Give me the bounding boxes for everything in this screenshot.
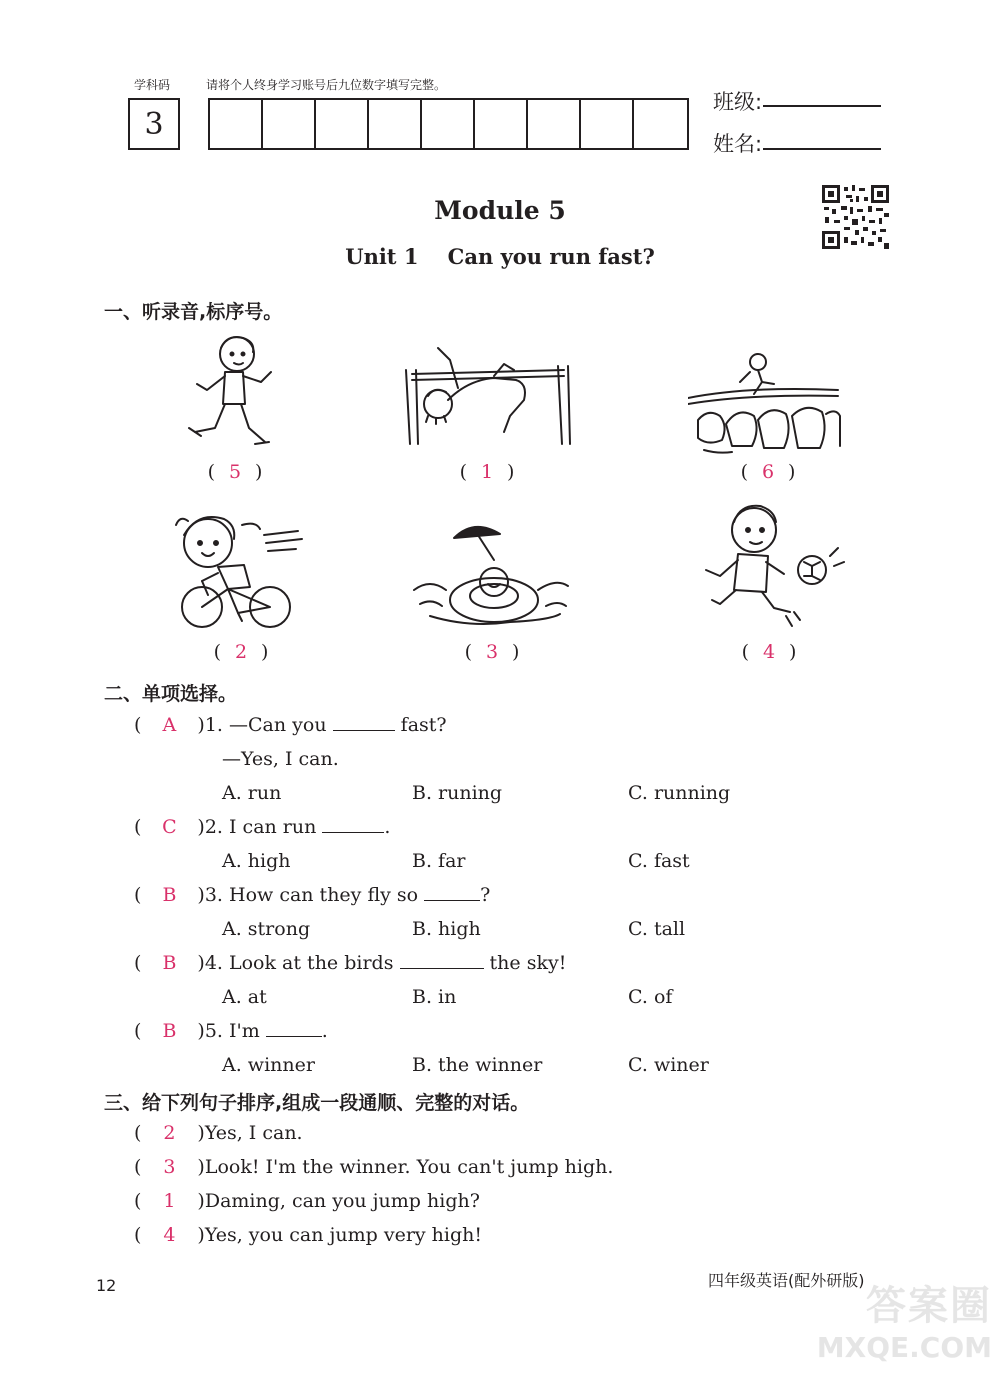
- module-title: Module 5: [434, 196, 566, 225]
- id-instruction: 请将个人终身学习账号后九位数字填写完整。: [206, 78, 447, 92]
- dialogue-line-2: [134, 1156, 613, 1178]
- section-3-heading: 三、给下列句子排序,组成一段通顺、完整的对话。: [104, 1092, 530, 1114]
- question-1-tail: fast?: [400, 714, 447, 736]
- section-2-heading: 二、单项选择。: [104, 683, 238, 705]
- watermark-text: 答案圈: [866, 1283, 992, 1329]
- paren-open: (: [134, 1156, 142, 1178]
- question-3: [134, 884, 490, 906]
- section-1-heading: 一、听录音,标序号。: [104, 301, 283, 323]
- option-c[interactable]: C. of: [628, 986, 673, 1008]
- id-cell[interactable]: [634, 100, 687, 148]
- id-cell[interactable]: [263, 100, 316, 148]
- question-5-answer: B: [162, 1020, 177, 1042]
- dialogue-line-4: [134, 1224, 482, 1246]
- paren-open: (: [134, 1224, 142, 1246]
- paren-open: (: [134, 816, 142, 838]
- id-cell[interactable]: [581, 100, 634, 148]
- subject-code: 3: [144, 106, 164, 142]
- watermark-url: MXQE.COM: [816, 1331, 992, 1364]
- dialogue-3-text: )Daming, can you jump high?: [197, 1190, 480, 1212]
- option-b[interactable]: B. runing: [412, 782, 503, 804]
- option-b[interactable]: B. high: [412, 918, 481, 940]
- paren-open: (: [134, 884, 142, 906]
- answer-blank[interactable]: [266, 1020, 322, 1037]
- answer-paren-4: ( 2 ): [213, 641, 269, 663]
- answer-blank[interactable]: [333, 714, 395, 731]
- id-cell[interactable]: [210, 100, 263, 148]
- dialogue-1-order: 2: [163, 1122, 176, 1144]
- paren-open: (: [134, 1020, 142, 1042]
- answer-blank[interactable]: [322, 816, 384, 833]
- answer-blank[interactable]: [400, 952, 484, 969]
- dialogue-4-text: )Yes, you can jump very high!: [197, 1224, 483, 1246]
- question-5-stem: )5. I'm: [197, 1020, 260, 1042]
- option-a[interactable]: A. at: [222, 986, 267, 1008]
- dialogue-4-order: 4: [163, 1224, 176, 1246]
- question-2-tail: .: [384, 816, 391, 838]
- boy-football-icon: [700, 500, 845, 635]
- question-1-stem: )1. —Can you: [197, 714, 327, 736]
- answer-paren-2: ( 1 ): [459, 461, 515, 483]
- name-field[interactable]: [763, 148, 881, 150]
- answer-paren-6: ( 4 ): [741, 641, 797, 663]
- answer-paren-1: ( 5 ): [207, 461, 263, 483]
- option-c[interactable]: C. tall: [628, 918, 686, 940]
- name-label: 姓名:: [713, 132, 763, 156]
- answer-2: 1: [480, 461, 494, 483]
- page-number: 12: [96, 1276, 117, 1295]
- question-4: [134, 952, 566, 974]
- high-jump-icon: [398, 340, 576, 450]
- running-boy-icon: [185, 332, 285, 452]
- question-1-answer: A: [162, 714, 177, 736]
- id-cell[interactable]: [422, 100, 475, 148]
- answer-3: 6: [761, 461, 775, 483]
- question-2-stem: )2. I can run: [197, 816, 317, 838]
- swimming-ring-icon: [410, 520, 570, 630]
- question-1-response: —Yes, I can.: [222, 748, 339, 770]
- option-c[interactable]: C. winer: [628, 1054, 709, 1076]
- paren-open: (: [134, 952, 142, 974]
- id-cell[interactable]: [316, 100, 369, 148]
- option-a[interactable]: A. winner: [222, 1054, 315, 1076]
- class-field[interactable]: [763, 105, 881, 107]
- question-1: [134, 714, 447, 736]
- question-3-tail: ?: [480, 884, 491, 906]
- answer-paren-5: ( 3 ): [464, 641, 520, 663]
- answer-4: 2: [234, 641, 248, 663]
- option-c[interactable]: C. fast: [628, 850, 690, 872]
- race-crowd-icon: [688, 350, 843, 455]
- answer-blank[interactable]: [424, 884, 480, 901]
- dialogue-2-order: 3: [163, 1156, 176, 1178]
- question-4-stem: )4. Look at the birds: [197, 952, 394, 974]
- option-a[interactable]: A. high: [222, 850, 291, 872]
- dialogue-line-1: [134, 1122, 303, 1144]
- option-b[interactable]: B. far: [412, 850, 466, 872]
- question-2: [134, 816, 390, 838]
- id-number-grid: [208, 98, 689, 150]
- answer-6: 4: [762, 641, 776, 663]
- question-4-answer: B: [162, 952, 177, 974]
- question-4-tail: the sky!: [489, 952, 567, 974]
- answer-5: 3: [485, 641, 499, 663]
- dialogue-1-text: )Yes, I can.: [197, 1122, 303, 1144]
- option-a[interactable]: A. run: [222, 782, 282, 804]
- question-3-answer: B: [162, 884, 177, 906]
- book-title: 四年级英语(配外研版): [708, 1271, 865, 1290]
- answer-1: 5: [228, 461, 242, 483]
- subject-code-label: 学科码: [134, 78, 171, 92]
- dialogue-line-3: [134, 1190, 480, 1212]
- id-cell[interactable]: [369, 100, 422, 148]
- question-5-tail: .: [321, 1020, 328, 1042]
- girl-cycling-icon: [168, 505, 308, 630]
- watermark-logo: [772, 1274, 992, 1366]
- class-label: 班级:: [713, 90, 763, 114]
- dialogue-2-text: )Look! I'm the winner. You can't jump high.: [197, 1156, 614, 1178]
- question-2-answer: C: [162, 816, 177, 838]
- option-b[interactable]: B. in: [412, 986, 457, 1008]
- paren-open: (: [134, 1190, 142, 1212]
- dialogue-3-order: 1: [163, 1190, 176, 1212]
- subject-code-box: [128, 98, 180, 150]
- paren-open: (: [134, 1122, 142, 1144]
- option-a[interactable]: A. strong: [222, 918, 311, 940]
- answer-paren-3: ( 6 ): [740, 461, 796, 483]
- option-c[interactable]: C. running: [628, 782, 731, 804]
- question-3-stem: )3. How can they fly so: [197, 884, 419, 906]
- paren-open: (: [134, 714, 142, 736]
- question-5: [134, 1020, 328, 1042]
- unit-title: Unit 1 Can you run fast?: [345, 244, 655, 269]
- id-cell[interactable]: [528, 100, 581, 148]
- option-b[interactable]: B. the winner: [412, 1054, 543, 1076]
- id-cell[interactable]: [475, 100, 528, 148]
